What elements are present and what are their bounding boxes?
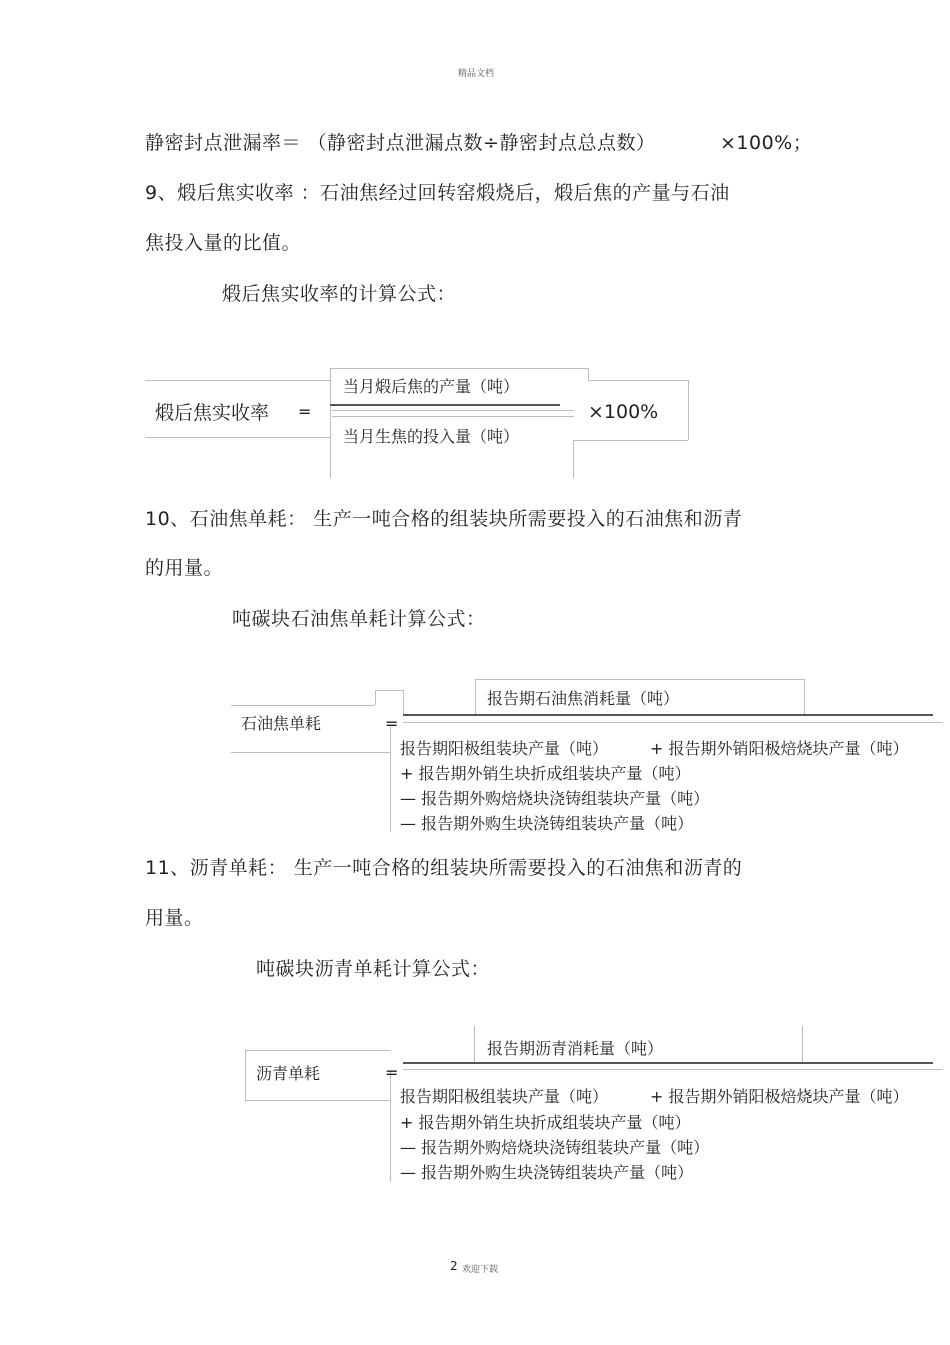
section-9-formula-caption: 煅后焦实收率的计算公式： (222, 283, 457, 305)
formula2-denominator-4: — 报告期外购生块浇铸组装块产量（吨） (400, 814, 694, 833)
leak-rate-formula-text: 静密封点泄漏率＝ （静密封点泄漏点数÷静密封点总点数） (145, 132, 656, 154)
formula1-multiplier: ×100% (588, 401, 659, 423)
formula2-denominator-1: 报告期阳极组装块产量（吨） (400, 739, 609, 758)
section-9-title: 9、煅后焦实收率 ：石油焦经过回转窑煅烧后，煅后焦的产量与石油 (145, 182, 730, 204)
leak-rate-multiplier: ×100%； (720, 132, 813, 154)
section-10-formula-caption: 吨碳块石油焦单耗计算公式： (232, 608, 486, 630)
formula1-fraction-bar (330, 404, 560, 406)
formula1-denominator: 当月生焦的投入量（吨） (343, 427, 520, 446)
formula2-equals: = (385, 714, 399, 733)
formula1-numerator: 当月煅后焦的产量（吨） (343, 377, 520, 396)
section-11-continuation: 用量。 (145, 907, 204, 929)
page-footer: 欢迎下载 (462, 1265, 499, 1275)
formula2-lhs: 石油焦单耗 (241, 714, 322, 733)
formula2-fraction-bar (403, 714, 933, 716)
section-10-continuation: 的用量。 (145, 557, 224, 579)
formula3-denominator-2: + 报告期外销生块折成组装块产量（吨） (400, 1113, 691, 1132)
section-10-title: 10、石油焦单耗： 生产一吨合格的组装块所需要投入的石油焦和沥青 (145, 508, 743, 530)
formula3-denominator-1b: + 报告期外销阳极焙烧块产量（吨） (650, 1087, 909, 1106)
formula3-denominator-4: — 报告期外购生块浇铸组装块产量（吨） (400, 1163, 694, 1182)
formula1-lhs: 煅后焦实收率 (155, 402, 270, 424)
formula3-equals: = (385, 1063, 399, 1082)
formula2-numerator: 报告期石油焦消耗量（吨） (487, 689, 680, 708)
formula2-denominator-1b: + 报告期外销阳极焙烧块产量（吨） (650, 739, 909, 758)
section-9-continuation: 焦投入量的比值。 (145, 232, 302, 254)
formula2-denominator-3: — 报告期外购焙烧块浇铸组装块产量（吨） (400, 789, 710, 808)
page-header: 精品文档 (458, 69, 495, 79)
formula3-fraction-bar (403, 1062, 933, 1064)
formula3-denominator-1: 报告期阳极组装块产量（吨） (400, 1087, 609, 1106)
formula2-denominator-2: + 报告期外销生块折成组装块产量（吨） (400, 764, 691, 783)
page-number: 2 (450, 1259, 458, 1273)
section-11-title: 11、沥青单耗： 生产一吨合格的组装块所需要投入的石油焦和沥青的 (145, 857, 743, 879)
formula1-equals: = (298, 402, 312, 421)
formula3-numerator: 报告期沥青消耗量（吨） (487, 1039, 664, 1058)
formula3-denominator-3: — 报告期外购焙烧块浇铸组装块产量（吨） (400, 1138, 710, 1157)
section-11-formula-caption: 吨碳块沥青单耗计算公式： (256, 958, 491, 980)
formula3-lhs: 沥青单耗 (256, 1064, 321, 1083)
